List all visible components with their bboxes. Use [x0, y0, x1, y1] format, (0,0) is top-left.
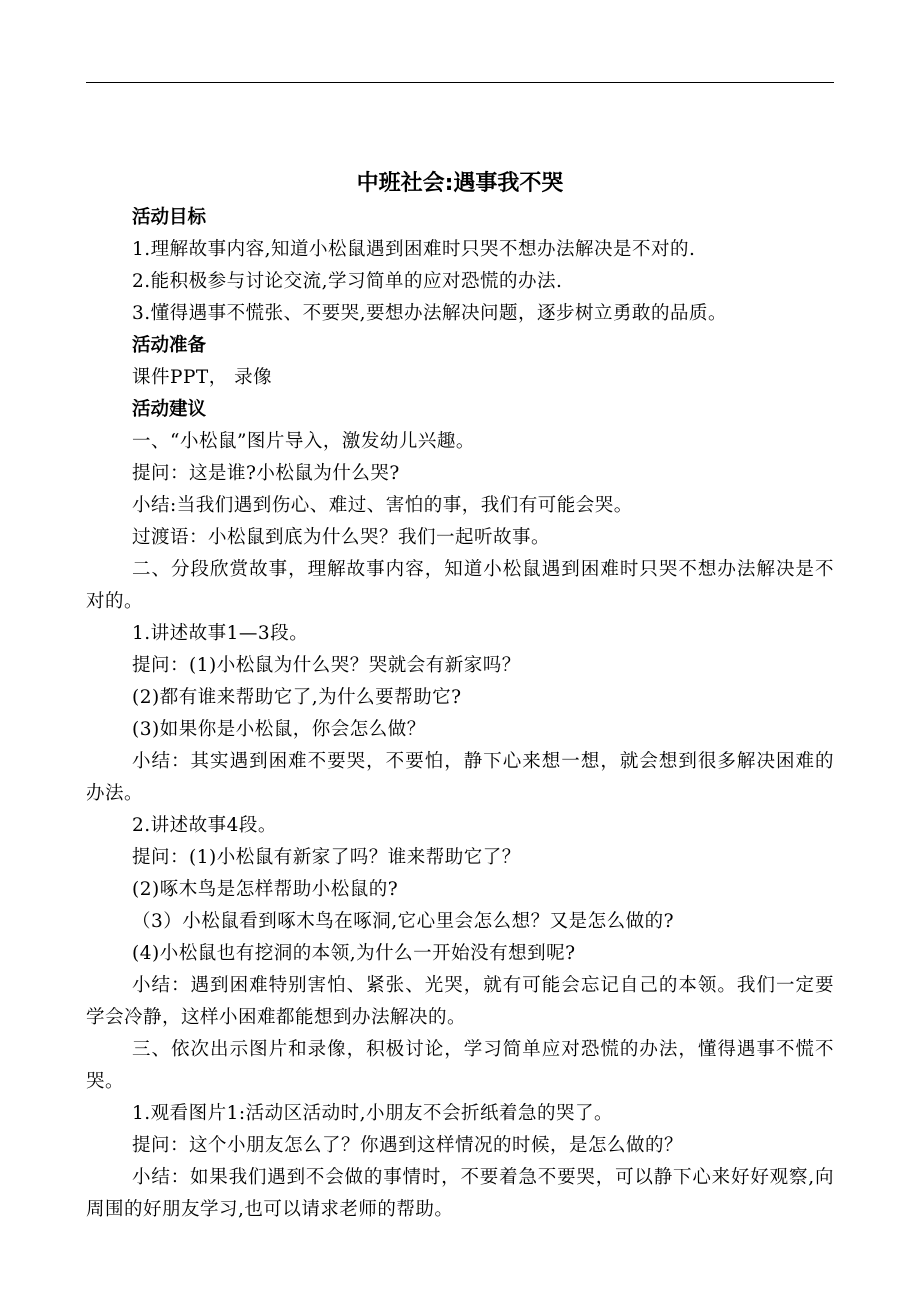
- suggestion-paragraph: 二、分段欣赏故事，理解故事内容，知道小松鼠遇到困难时只哭不想办法解决是不对的。: [86, 559, 834, 612]
- suggestion-paragraph: 一、“小松鼠”图片导入，激发幼儿兴趣。: [132, 431, 475, 452]
- suggestion-paragraph: (2)啄木鸟是怎样帮助小松鼠的?: [132, 879, 399, 900]
- preparation-text: 课件PPT， 录像: [132, 367, 273, 388]
- suggestion-paragraph: 小结:当我们遇到伤心、难过、害怕的事，我们有可能会哭。: [132, 495, 633, 516]
- suggestion-paragraph: 过渡语：小松鼠到底为什么哭？我们一起听故事。: [132, 527, 551, 548]
- suggestion-paragraph: 小结：遇到困难特别害怕、紧张、光哭，就有可能会忘记自己的本领。我们一定要学会冷静，这样小困难都能想到办法解决的。: [86, 975, 834, 1028]
- suggestion-paragraph: (2)都有谁来帮助它了,为什么要帮助它?: [132, 687, 462, 708]
- section-heading-suggestions: 活动建议: [132, 399, 207, 420]
- suggestion-paragraph: 1.观看图片1:活动区活动时,小朋友不会折纸着急的哭了。: [132, 1103, 614, 1124]
- goal-item: 1.理解故事内容,知道小松鼠遇到困难时只哭不想办法解决是不对的.: [132, 239, 696, 260]
- section-heading-preparation: 活动准备: [132, 335, 207, 356]
- document-body: [86, 166, 834, 1226]
- suggestion-paragraph: 提问：这是谁?小松鼠为什么哭?: [132, 463, 400, 484]
- suggestion-paragraph: (3)如果你是小松鼠，你会怎么做？: [132, 719, 426, 740]
- suggestion-paragraph: 提问：(1)小松鼠为什么哭？哭就会有新家吗？: [132, 655, 521, 676]
- section-heading-goals: 活动目标: [132, 207, 207, 228]
- suggestion-paragraph: 小结：其实遇到困难不要哭，不要怕，静下心来想一想，就会想到很多解决困难的办法。: [86, 751, 834, 804]
- header-rule: [86, 82, 834, 83]
- suggestion-paragraph: 提问：(1)小松鼠有新家了吗？谁来帮助它了？: [132, 847, 521, 868]
- suggestion-paragraph: （3）小松鼠看到啄木鸟在啄洞,它心里会怎么想？又是怎么做的?: [132, 911, 675, 932]
- goal-item: 3.懂得遇事不慌张、不要哭,要想办法解决问题，逐步树立勇敢的品质。: [132, 303, 728, 324]
- suggestion-paragraph: (4)小松鼠也有挖洞的本领,为什么一开始没有想到呢?: [132, 943, 576, 964]
- document-title: 中班社会:遇事我不哭: [356, 171, 564, 196]
- suggestion-paragraph: 三、依次出示图片和录像，积极讨论，学习简单应对恐慌的办法，懂得遇事不慌不哭。: [86, 1039, 834, 1092]
- suggestion-paragraph: 2.讲述故事4段。: [132, 815, 277, 836]
- suggestion-paragraph: 提问：这个小朋友怎么了？你遇到这样情况的时候，是怎么做的？: [132, 1135, 684, 1156]
- goal-item: 2.能积极参与讨论交流,学习简单的应对恐慌的办法.: [132, 271, 563, 292]
- suggestion-paragraph: 1.讲述故事1—3段。: [132, 623, 309, 644]
- suggestion-paragraph: 小结：如果我们遇到不会做的事情时，不要着急不要哭，可以静下心来好好观察,向周围的好朋友学习,也可以请求老师的帮助。: [86, 1167, 834, 1220]
